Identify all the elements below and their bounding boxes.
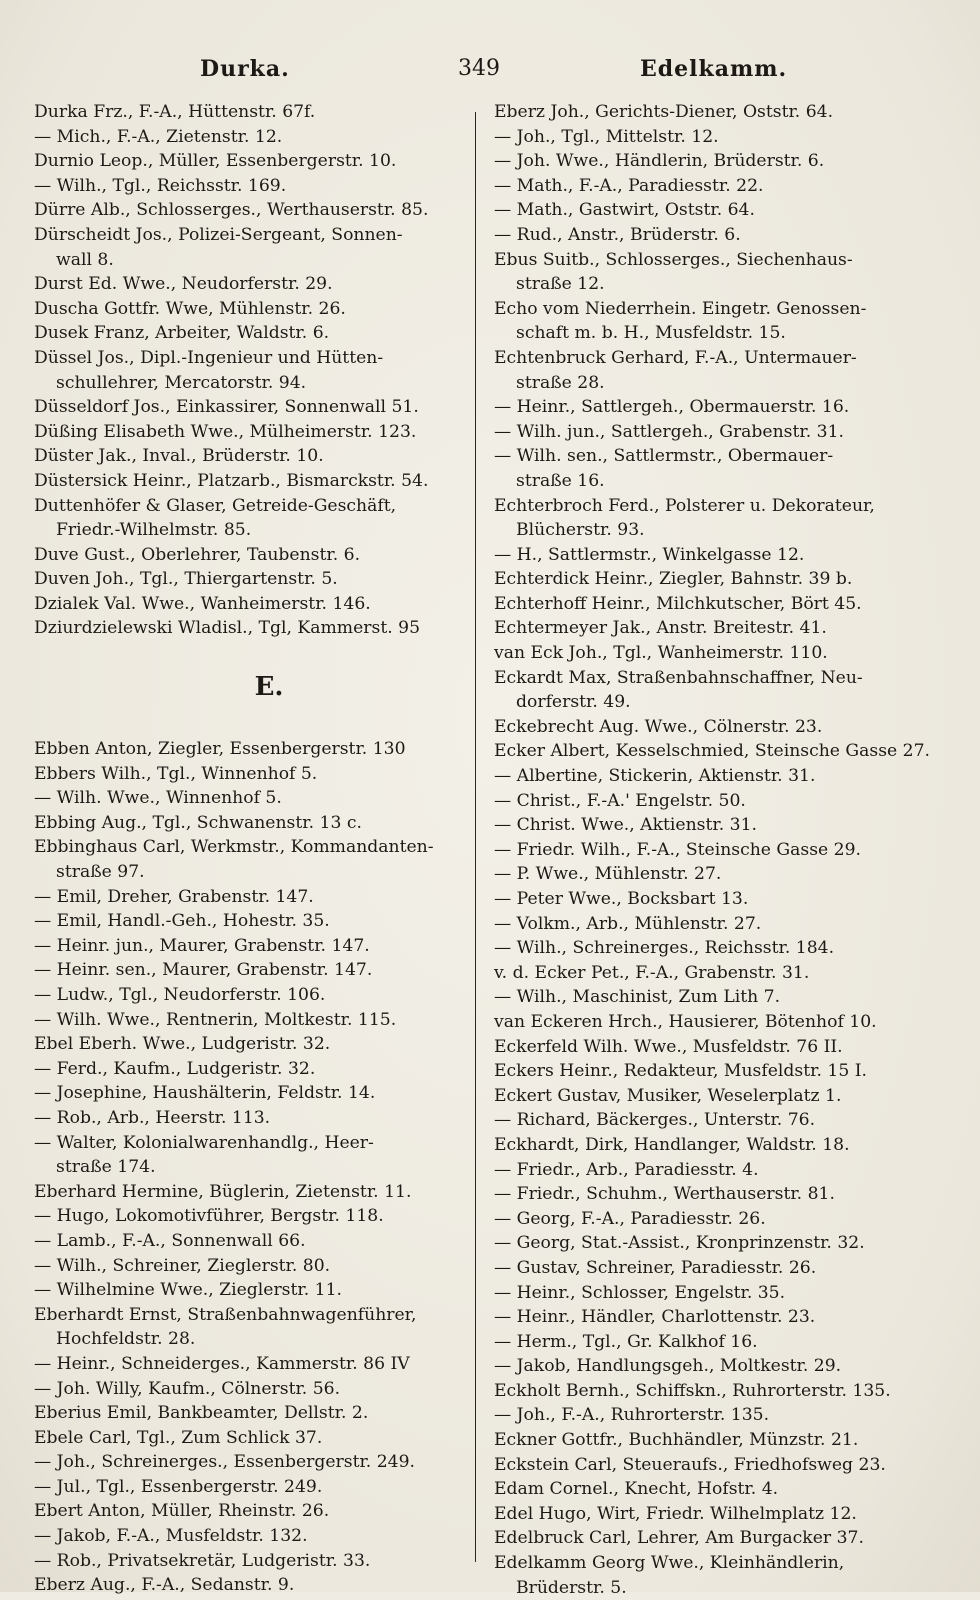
entry-continuation-line: straße 28.	[516, 372, 605, 393]
directory-entry	[34, 1450, 464, 1475]
directory-entry	[34, 420, 464, 445]
entry-line: Dzialek Val. Wwe., Wanheimerstr. 146.	[34, 593, 371, 614]
directory-entry	[494, 1502, 924, 1527]
entry-line: Ecker Albert, Kesselschmied, Steinsche Gasse 27.	[494, 741, 930, 762]
directory-entry	[494, 567, 924, 592]
directory-entry	[34, 1426, 464, 1451]
directory-entry	[34, 1303, 464, 1352]
entry-line: — Heinr. jun., Maurer, Grabenstr. 147.	[34, 935, 370, 956]
entry-line: — Wilh., Maschinist, Zum Lith 7.	[494, 987, 781, 1008]
entry-line: Echterhoff Heinr., Milchkutscher, Bört 45.	[494, 593, 862, 614]
directory-entry	[494, 789, 924, 814]
directory-entry	[494, 1305, 924, 1330]
entry-line: — Ludw., Tgl., Neudorferstr. 106.	[34, 985, 326, 1005]
entry-line: — Joh., F.-A., Ruhrorterstr. 135.	[494, 1405, 770, 1426]
directory-entry	[494, 912, 924, 937]
entry-line: v. d. Ecker Pet., F.-A., Grabenstr. 31.	[494, 962, 810, 983]
entry-line: Durnio Leop., Müller, Essenbergerstr. 10.	[34, 151, 397, 172]
entry-line: — Jakob, F.-A., Musfeldstr. 132.	[34, 1526, 308, 1547]
entry-line: — Heinr., Sattlergeh., Obermauerstr. 16.	[494, 397, 850, 418]
entry-line: — Jakob, Handlungsgeh., Moltkestr. 29.	[494, 1356, 842, 1377]
header-right-catchword: Edelkamm.	[640, 56, 788, 82]
directory-entry	[34, 1057, 464, 1082]
entry-line: van Eckeren Hrch., Hausierer, Bötenhof 10.	[494, 1011, 877, 1032]
directory-entry	[34, 1499, 464, 1524]
entry-line: Eckerfeld Wilh. Wwe., Musfeldstr. 76 II.	[494, 1036, 843, 1057]
directory-entry	[494, 764, 924, 789]
directory-entry	[494, 1182, 924, 1207]
entry-line: Durka Frz., F.-A., Hüttenstr. 67f.	[34, 102, 316, 122]
entry-line: — Ferd., Kaufm., Ludgeristr. 32.	[34, 1058, 316, 1079]
entry-line: — Emil, Handl.-Geh., Hohestr. 35.	[34, 911, 330, 932]
directory-entry	[494, 1354, 924, 1379]
directory-entry	[34, 1401, 464, 1426]
entry-line: van Eck Joh., Tgl., Wanheimerstr. 110.	[494, 643, 828, 664]
directory-entry	[494, 223, 924, 248]
entry-line: — Albertine, Stickerin, Aktienstr. 31.	[494, 766, 816, 787]
entry-line: — Hugo, Lokomotivführer, Bergstr. 118.	[34, 1206, 384, 1227]
entry-line: Eckardt Max, Straßenbahnschaffner, Neu-	[494, 667, 863, 688]
entry-line: — Gustav, Schreiner, Paradiesstr. 26.	[494, 1257, 817, 1278]
entry-line: Echo vom Niederrhein. Eingetr. Genossen-	[494, 298, 867, 319]
directory-entry	[494, 862, 924, 887]
directory-entry	[494, 1551, 924, 1600]
directory-entry	[34, 223, 464, 272]
directory-entry	[34, 1180, 464, 1205]
entry-line: Eckhardt, Dirk, Handlanger, Waldstr. 18.	[494, 1134, 850, 1155]
directory-entry	[494, 1526, 924, 1551]
entry-line: — Christ., F.-A.' Engelstr. 50.	[494, 790, 746, 811]
entry-line: Dürscheidt Jos., Polizei-Sergeant, Sonnen-	[34, 224, 403, 245]
directory-entry	[494, 1035, 924, 1060]
directory-entry	[34, 100, 464, 125]
left-column-entries-d	[34, 100, 464, 641]
entry-line: Eberz Aug., F.-A., Sedanstr. 9.	[34, 1575, 295, 1596]
entry-line: Ebbers Wilh., Tgl., Winnenhof 5.	[34, 763, 318, 784]
directory-entry	[494, 149, 924, 174]
entry-line: Düßing Elisabeth Wwe., Mülheimerstr. 123.	[34, 421, 417, 442]
column-divider	[475, 112, 476, 1562]
directory-entry	[34, 885, 464, 910]
directory-entry	[494, 985, 924, 1010]
directory-entry	[34, 1524, 464, 1549]
entry-line: Edelkamm Georg Wwe., Kleinhändlerin,	[494, 1553, 845, 1574]
directory-entry	[494, 1108, 924, 1133]
directory-entry	[494, 592, 924, 617]
entry-continuation-line: schaft m. b. H., Musfeldstr. 15.	[516, 323, 786, 344]
entry-line: Eckebrecht Aug. Wwe., Cölnerstr. 23.	[494, 716, 823, 737]
entry-line: — Wilh. sen., Sattlermstr., Obermauer-	[494, 446, 834, 467]
directory-entry	[34, 1475, 464, 1500]
entry-line: — Richard, Bäckerges., Unterstr. 76.	[494, 1110, 816, 1131]
entry-line: — Jul., Tgl., Essenbergerstr. 249.	[34, 1476, 323, 1497]
entry-continuation-line: straße 174.	[56, 1157, 156, 1178]
entry-line: — Heinr. sen., Maurer, Grabenstr. 147.	[34, 960, 373, 981]
entry-line: Düster Jak., Inval., Brüderstr. 10.	[34, 446, 324, 467]
entry-line: — Georg, F.-A., Paradiesstr. 26.	[494, 1208, 766, 1229]
directory-entry	[34, 835, 464, 884]
entry-line: Eckers Heinr., Redakteur, Musfeldstr. 15 I.	[494, 1061, 867, 1082]
directory-entry	[494, 1256, 924, 1281]
directory-entry	[34, 616, 464, 641]
entry-line: Ebbing Aug., Tgl., Schwanenstr. 13 c.	[34, 812, 362, 833]
directory-entry	[34, 786, 464, 811]
page-number: 349	[458, 56, 500, 81]
entry-line: — Wilh. Wwe., Rentnerin, Moltkestr. 115.	[34, 1009, 397, 1030]
entry-line: — Christ. Wwe., Aktienstr. 31.	[494, 815, 757, 836]
directory-entry	[494, 248, 924, 297]
directory-entry	[494, 1158, 924, 1183]
entry-line: — Wilh. jun., Sattlergeh., Grabenstr. 31.	[494, 421, 844, 442]
entry-line: Duscha Gottfr. Wwe, Mühlenstr. 26.	[34, 298, 346, 319]
left-column	[34, 100, 464, 1598]
directory-entry	[494, 198, 924, 223]
entry-line: — Heinr., Schneiderges., Kammerstr. 86 IV	[34, 1353, 410, 1374]
entry-continuation-line: dorferstr. 49.	[516, 692, 631, 713]
right-column-entries	[494, 100, 930, 1600]
directory-entry	[494, 100, 924, 125]
entry-line: Ebele Carl, Tgl., Zum Schlick 37.	[34, 1427, 323, 1448]
entry-continuation-line: Blücherstr. 93.	[516, 520, 645, 541]
directory-entry	[34, 469, 464, 494]
entry-line: — Heinr., Schlosser, Engelstr. 35.	[494, 1282, 786, 1303]
entry-continuation-line: Friedr.-Wilhelmstr. 85.	[56, 520, 252, 541]
directory-entry	[34, 1352, 464, 1377]
directory-entry	[494, 346, 924, 395]
directory-entry	[34, 297, 464, 322]
directory-entry	[34, 1008, 464, 1033]
directory-entry	[34, 1131, 464, 1180]
directory-entry	[34, 1278, 464, 1303]
directory-entry	[34, 1377, 464, 1402]
directory-entry	[494, 936, 924, 961]
directory-entry	[494, 543, 924, 568]
entry-line: — Joh., Schreinerges., Essenbergerstr. 249.	[34, 1452, 416, 1473]
entry-line: Ebel Eberh. Wwe., Ludgeristr. 32.	[34, 1034, 331, 1055]
entry-line: — Lamb., F.-A., Sonnenwall 66.	[34, 1230, 306, 1251]
entry-line: Düsseldorf Jos., Einkassirer, Sonnenwall 51.	[34, 397, 419, 418]
entry-line: Ebert Anton, Müller, Rheinstr. 26.	[34, 1501, 330, 1522]
entry-line: Düssel Jos., Dipl.-Ingenieur und Hütten-	[34, 347, 384, 368]
entry-line: Ebben Anton, Ziegler, Essenbergerstr. 130	[34, 739, 406, 760]
directory-entry	[34, 346, 464, 395]
section-letter-e: E.	[254, 672, 284, 703]
directory-entry	[34, 762, 464, 787]
entry-line: — Wilh., Schreiner, Zieglerstr. 80.	[34, 1255, 331, 1276]
entry-line: Eckholt Bernh., Schiffskn., Ruhrorterstr. 135.	[494, 1380, 891, 1401]
directory-entry	[34, 395, 464, 420]
directory-entry	[494, 1281, 924, 1306]
right-column	[494, 100, 930, 1600]
directory-entry	[34, 983, 464, 1008]
entry-line: — Josephine, Haushälterin, Feldstr. 14.	[34, 1083, 376, 1104]
entry-continuation-line: Hochfeldstr. 28.	[56, 1329, 196, 1350]
entry-line: Eberius Emil, Bankbeamter, Dellstr. 2.	[34, 1403, 369, 1424]
entry-line: — Wilh., Schreinerges., Reichsstr. 184.	[494, 938, 835, 959]
directory-entry	[34, 494, 464, 543]
entry-line: Duttenhöfer & Glaser, Getreide-Geschäft,	[34, 495, 397, 516]
entry-line: — P. Wwe., Mühlenstr. 27.	[494, 864, 722, 885]
directory-entry	[494, 1403, 924, 1428]
entry-line: — Wilh. Wwe., Winnenhof 5.	[34, 788, 282, 809]
directory-entry	[494, 1231, 924, 1256]
directory-entry	[34, 198, 464, 223]
directory-entry	[494, 961, 924, 986]
entry-line: — Friedr., Schuhm., Werthauserstr. 81.	[494, 1184, 835, 1205]
directory-entry	[494, 1207, 924, 1232]
entry-line: — Rob., Arb., Heerstr. 113.	[34, 1107, 271, 1128]
entry-line: Edel Hugo, Wirt, Friedr. Wilhelmplatz 12.	[494, 1503, 857, 1524]
directory-entry	[494, 174, 924, 199]
entry-line: — Rud., Anstr., Brüderstr. 6.	[494, 224, 741, 245]
directory-entry	[34, 125, 464, 150]
entry-line: — Peter Wwe., Bocksbart 13.	[494, 889, 749, 909]
entry-line: — Walter, Kolonialwarenhandlg., Heer-	[34, 1132, 374, 1153]
entry-line: — Joh., Tgl., Mittelstr. 12.	[494, 126, 719, 147]
entry-continuation-line: straße 16.	[516, 470, 605, 491]
directory-entry	[494, 887, 924, 912]
entry-line: — Herm., Tgl., Gr. Kalkhof 16.	[494, 1331, 758, 1352]
entry-line: — Mich., F.-A., Zietenstr. 12.	[34, 126, 283, 147]
directory-entry	[494, 739, 930, 764]
entry-line: — Emil, Dreher, Grabenstr. 147.	[34, 886, 314, 907]
directory-entry	[494, 641, 924, 666]
entry-line: Echterbroch Ferd., Polsterer u. Dekorateur,	[494, 495, 875, 516]
entry-line: — Heinr., Händler, Charlottenstr. 23.	[494, 1307, 816, 1328]
directory-entry	[494, 444, 924, 493]
directory-entry	[34, 272, 464, 297]
entry-line: Eckstein Carl, Steueraufs., Friedhofsweg 23.	[494, 1454, 886, 1475]
directory-entry	[494, 1428, 924, 1453]
directory-entry	[494, 813, 924, 838]
entry-line: — Math., F.-A., Paradiesstr. 22.	[494, 175, 764, 196]
directory-entry	[34, 737, 464, 762]
entry-line: — Georg, Stat.-Assist., Kronprinzenstr. 32.	[494, 1233, 865, 1254]
entry-line: Echtermeyer Jak., Anstr. Breitestr. 41.	[494, 618, 827, 639]
entry-line: Ebbinghaus Carl, Werkmstr., Kommandanten-	[34, 837, 434, 858]
directory-entry	[34, 543, 464, 568]
directory-entry	[34, 444, 464, 469]
entry-line: Edelbruck Carl, Lehrer, Am Burgacker 37.	[494, 1528, 864, 1549]
directory-entry	[34, 1254, 464, 1279]
entry-line: — Friedr. Wilh., F.-A., Steinsche Gasse 29.	[494, 839, 862, 860]
directory-entry	[34, 149, 464, 174]
entry-continuation-line: schullehrer, Mercatorstr. 94.	[56, 372, 307, 393]
directory-entry	[494, 420, 924, 445]
entry-line: Dürre Alb., Schlosserges., Werthauserstr. 85.	[34, 200, 429, 221]
directory-entry	[494, 666, 924, 715]
entry-line: Eberhard Hermine, Büglerin, Zietenstr. 11.	[34, 1181, 412, 1202]
entry-line: — H., Sattlermstr., Winkelgasse 12.	[494, 544, 805, 565]
entry-line: Eberhardt Ernst, Straßenbahnwagenführer,	[34, 1304, 417, 1325]
directory-entry	[494, 715, 924, 740]
entry-line: Durst Ed. Wwe., Neudorferstr. 29.	[34, 274, 333, 295]
directory-entry	[494, 297, 924, 346]
entry-line: Dziurdzielewski Wladisl., Tgl, Kammerst. 95	[34, 618, 421, 639]
entry-line: — Friedr., Arb., Paradiesstr. 4.	[494, 1159, 759, 1180]
entry-continuation-line: wall 8.	[56, 249, 114, 270]
directory-entry	[34, 1081, 464, 1106]
entry-line: — Wilh., Tgl., Reichsstr. 169.	[34, 175, 287, 196]
entry-line: — Joh. Wwe., Händlerin, Brüderstr. 6.	[494, 151, 825, 172]
entry-line: Eckert Gustav, Musiker, Weselerplatz 1.	[494, 1085, 842, 1106]
directory-entry	[34, 1032, 464, 1057]
entry-line: Echtenbruck Gerhard, F.-A., Untermauer-	[494, 347, 857, 368]
header-left-catchword: Durka.	[200, 56, 290, 82]
directory-entry	[34, 567, 464, 592]
entry-line: Echterdick Heinr., Ziegler, Bahnstr. 39 b.	[494, 569, 853, 590]
left-column-entries-e	[34, 737, 464, 1598]
entry-continuation-line: straße 12.	[516, 274, 605, 295]
page-header	[0, 56, 980, 86]
directory-entry	[494, 1453, 924, 1478]
directory-entry	[34, 958, 464, 983]
directory-entry	[494, 1477, 924, 1502]
directory-entry	[34, 321, 464, 346]
directory-entry	[34, 934, 464, 959]
directory-entry	[494, 1330, 924, 1355]
entry-continuation-line: straße 97.	[56, 862, 145, 883]
directory-entry	[494, 125, 924, 150]
directory-entry	[494, 1084, 924, 1109]
entry-line: — Wilhelmine Wwe., Zieglerstr. 11.	[34, 1280, 342, 1301]
entry-line: — Joh. Willy, Kaufm., Cölnerstr. 56.	[34, 1378, 341, 1399]
directory-entry	[34, 811, 464, 836]
directory-entry	[34, 1549, 464, 1574]
directory-entry	[34, 174, 464, 199]
directory-entry	[34, 1106, 464, 1131]
directory-entry	[494, 494, 924, 543]
directory-entry	[34, 909, 464, 934]
entry-line: Ebus Suitb., Schlosserges., Siechenhaus-	[494, 249, 853, 270]
directory-entry	[494, 616, 924, 641]
directory-entry	[34, 1573, 464, 1598]
entry-continuation-line: Brüderstr. 5.	[516, 1577, 627, 1598]
directory-entry	[34, 592, 464, 617]
entry-line: Duve Gust., Oberlehrer, Taubenstr. 6.	[34, 544, 361, 565]
directory-entry	[494, 1133, 924, 1158]
entry-line: — Volkm., Arb., Mühlenstr. 27.	[494, 913, 762, 934]
entry-line: Eckner Gottfr., Buchhändler, Münzstr. 21.	[494, 1430, 859, 1451]
entry-line: Edam Cornel., Knecht, Hofstr. 4.	[494, 1479, 779, 1500]
directory-entry	[494, 1059, 924, 1084]
directory-entry	[494, 1379, 924, 1404]
entry-line: Duven Joh., Tgl., Thiergartenstr. 5.	[34, 569, 338, 590]
entry-line: — Rob., Privatsekretär, Ludgeristr. 33.	[34, 1550, 371, 1571]
directory-entry	[494, 1010, 924, 1035]
entry-line: — Math., Gastwirt, Oststr. 64.	[494, 200, 755, 221]
entry-line: Dusek Franz, Arbeiter, Waldstr. 6.	[34, 323, 330, 344]
entry-line: Düstersick Heinr., Platzarb., Bismarckstr. 54.	[34, 470, 429, 491]
directory-entry	[34, 1204, 464, 1229]
entry-line: Eberz Joh., Gerichts-Diener, Oststr. 64.	[494, 102, 834, 122]
directory-entry	[494, 838, 924, 863]
directory-entry	[494, 395, 924, 420]
directory-entry	[34, 1229, 464, 1254]
